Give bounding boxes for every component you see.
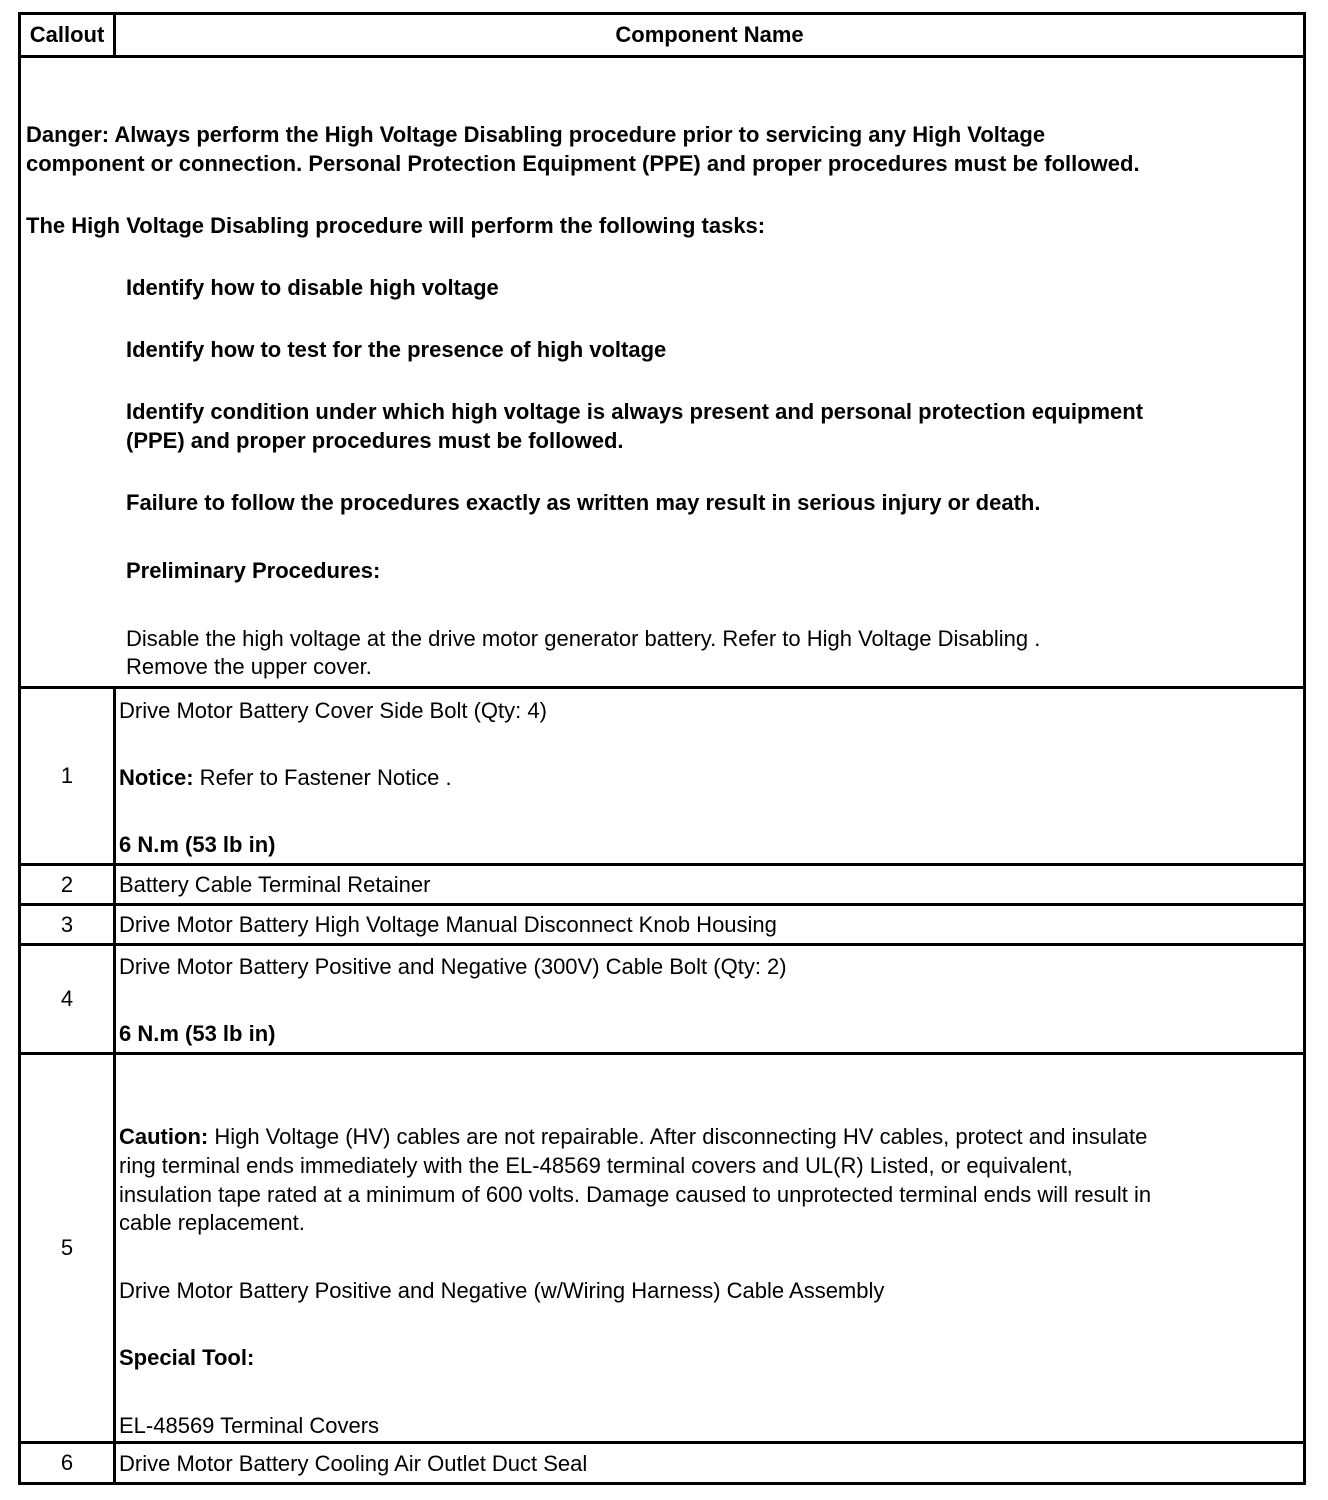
callout-number: 1	[18, 686, 116, 866]
failure-warning: Failure to follow the procedures exactly as written may result in serious injury or death.	[126, 490, 1041, 515]
tasks-heading: The High Voltage Disabling procedure will perform the following tasks:	[26, 213, 766, 238]
danger-text: component or connection. Personal Protection Equipment (PPE) and proper procedures must be followed.	[26, 151, 1140, 176]
special-tool: EL-48569 Terminal Covers	[119, 1413, 380, 1438]
component-name: Drive Motor Battery Positive and Negative (w/Wiring Harness) Cable Assembly	[119, 1278, 885, 1303]
table-row	[18, 1441, 1306, 1485]
caution-line	[119, 1122, 1147, 1151]
component-cell	[116, 943, 1306, 1055]
component-name: Drive Motor Battery High Voltage Manual Disconnect Knob Housing	[119, 912, 777, 937]
danger-notice-row	[18, 55, 1306, 689]
task-item: Identify how to disable high voltage	[126, 275, 499, 300]
component-cell	[116, 903, 1306, 946]
callout-number: 3	[18, 903, 116, 946]
component-name: Drive Motor Battery Positive and Negative (300V) Cable Bolt (Qty: 2)	[119, 954, 787, 979]
table-row	[18, 863, 1306, 906]
special-tool-label: Special Tool:	[119, 1345, 255, 1370]
table-row	[18, 943, 1306, 1055]
caution-label: Caution:	[119, 1124, 209, 1149]
header-component-name: Component Name	[116, 12, 1306, 58]
notice-text: Refer to Fastener Notice .	[193, 765, 452, 790]
table-row	[18, 686, 1306, 866]
callout-number: 2	[18, 863, 116, 906]
component-cell	[116, 1441, 1306, 1485]
task-item: Identify condition under which high voltage is always present and personal protection equipment	[126, 399, 1144, 424]
component-name: Battery Cable Terminal Retainer	[119, 872, 431, 897]
header-callout: Callout	[18, 12, 116, 58]
notice-label: Notice:	[119, 765, 194, 790]
danger-notice-cell	[18, 55, 1306, 689]
caution-text: insulation tape rated at a minimum of 600 volts. Damage caused to unprotected terminal ends will result in	[119, 1182, 1152, 1207]
notice-line	[119, 763, 452, 792]
component-cell	[116, 1052, 1306, 1444]
caution-text: ring terminal ends immediately with the EL-48569 terminal covers and UL(R) Listed, or equivalent,	[119, 1153, 1073, 1178]
table-row	[18, 1052, 1306, 1444]
component-cell	[116, 863, 1306, 906]
component-cell	[116, 686, 1306, 866]
callout-number: 6	[18, 1441, 116, 1485]
preliminary-heading: Preliminary Procedures:	[126, 558, 381, 583]
torque-spec: 6 N.m (53 lb in)	[119, 832, 276, 857]
torque-spec: 6 N.m (53 lb in)	[119, 1021, 276, 1046]
preliminary-step: Disable the high voltage at the drive motor generator battery. Refer to High Voltage Disabling .	[126, 626, 1041, 651]
component-name: Drive Motor Battery Cooling Air Outlet Duct Seal	[119, 1451, 588, 1476]
table-header	[18, 12, 1306, 58]
caution-text: High Voltage (HV) cables are not repairable. After disconnecting HV cables, protect and insulate	[208, 1124, 1148, 1149]
task-item: (PPE) and proper procedures must be followed.	[126, 428, 624, 453]
danger-text: Danger: Always perform the High Voltage Disabling procedure prior to servicing any High Voltage	[26, 122, 1046, 147]
component-name: Drive Motor Battery Cover Side Bolt (Qty: 4)	[119, 698, 547, 723]
caution-text: cable replacement.	[119, 1210, 305, 1235]
task-item: Identify how to test for the presence of high voltage	[126, 337, 667, 362]
callout-number: 4	[18, 943, 116, 1055]
preliminary-step: Remove the upper cover.	[126, 654, 372, 679]
table-row	[18, 903, 1306, 946]
callout-number: 5	[18, 1052, 116, 1444]
